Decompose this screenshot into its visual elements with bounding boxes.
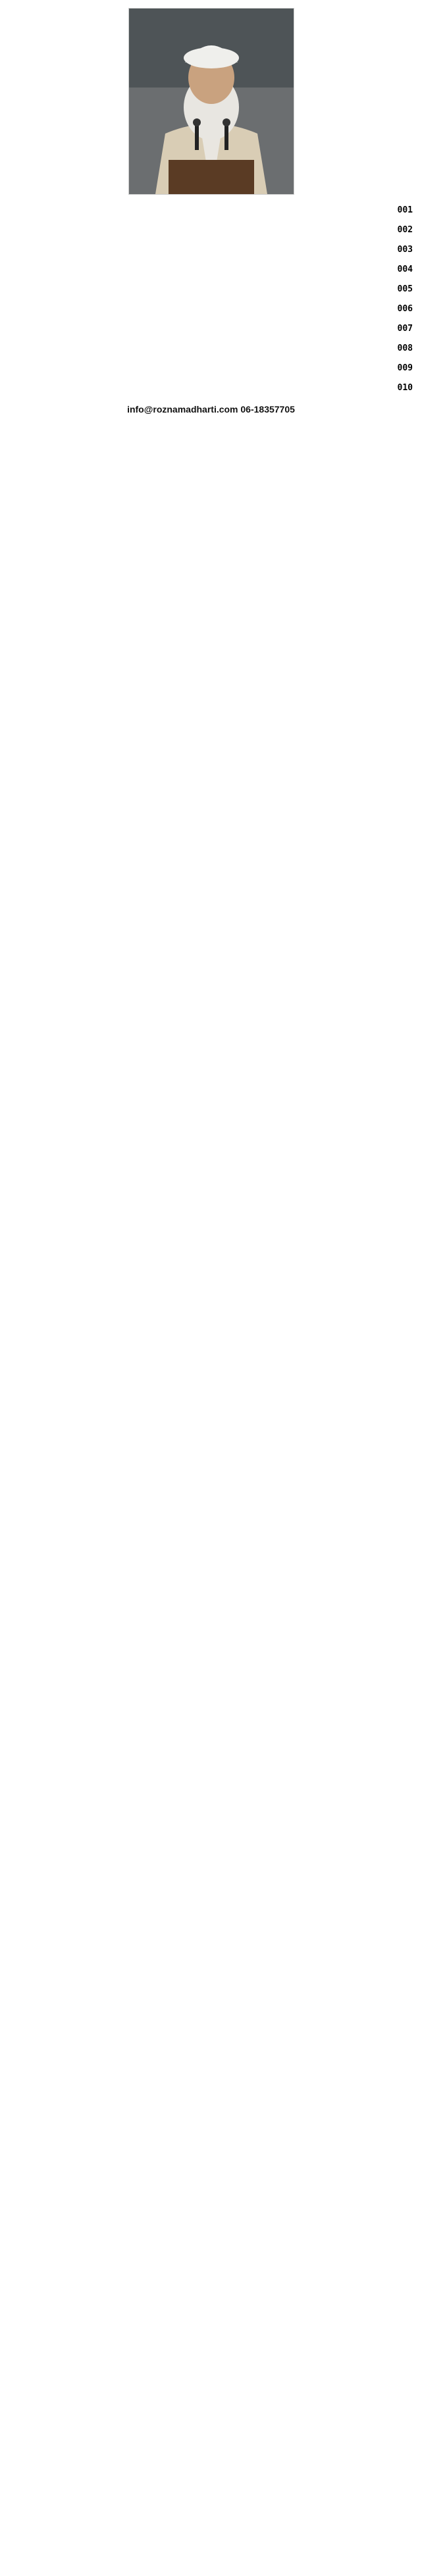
qa-item: [9, 203, 413, 218]
qa-list: [9, 203, 413, 396]
qa-question: [9, 203, 413, 218]
qa-item: [9, 282, 413, 297]
qa-item: [9, 361, 413, 376]
qa-number: 003: [397, 245, 413, 255]
qa-item: [9, 341, 413, 357]
qa-question: [9, 301, 413, 317]
page: [0, 8, 422, 2576]
qa-item: [9, 380, 413, 396]
article-body: [9, 203, 413, 396]
qa-question: [9, 321, 413, 337]
qa-question: [9, 282, 413, 297]
qa-item: [9, 222, 413, 238]
qa-question: [9, 380, 413, 396]
qa-question: [9, 222, 413, 238]
qa-item: [9, 262, 413, 278]
qa-question: [9, 341, 413, 357]
qa-number: 010: [397, 383, 413, 393]
qa-number: 006: [397, 304, 413, 314]
qa-number: 008: [397, 343, 413, 353]
qa-number: 002: [397, 225, 413, 235]
qa-question: [9, 242, 413, 258]
qa-number: 005: [397, 284, 413, 294]
qa-item: [9, 301, 413, 317]
qa-number: 009: [397, 363, 413, 373]
author-photo: [128, 8, 294, 195]
footer: [9, 401, 413, 417]
qa-number: 001: [397, 205, 413, 215]
qa-number: 004: [397, 265, 413, 274]
qa-question: [9, 262, 413, 278]
qa-question: [9, 361, 413, 376]
qa-item: [9, 321, 413, 337]
qa-number: 007: [397, 324, 413, 334]
contact-info: info@roznamadharti.com 06-18357705: [127, 404, 295, 415]
qa-item: [9, 242, 413, 258]
portrait-image: [129, 9, 294, 194]
